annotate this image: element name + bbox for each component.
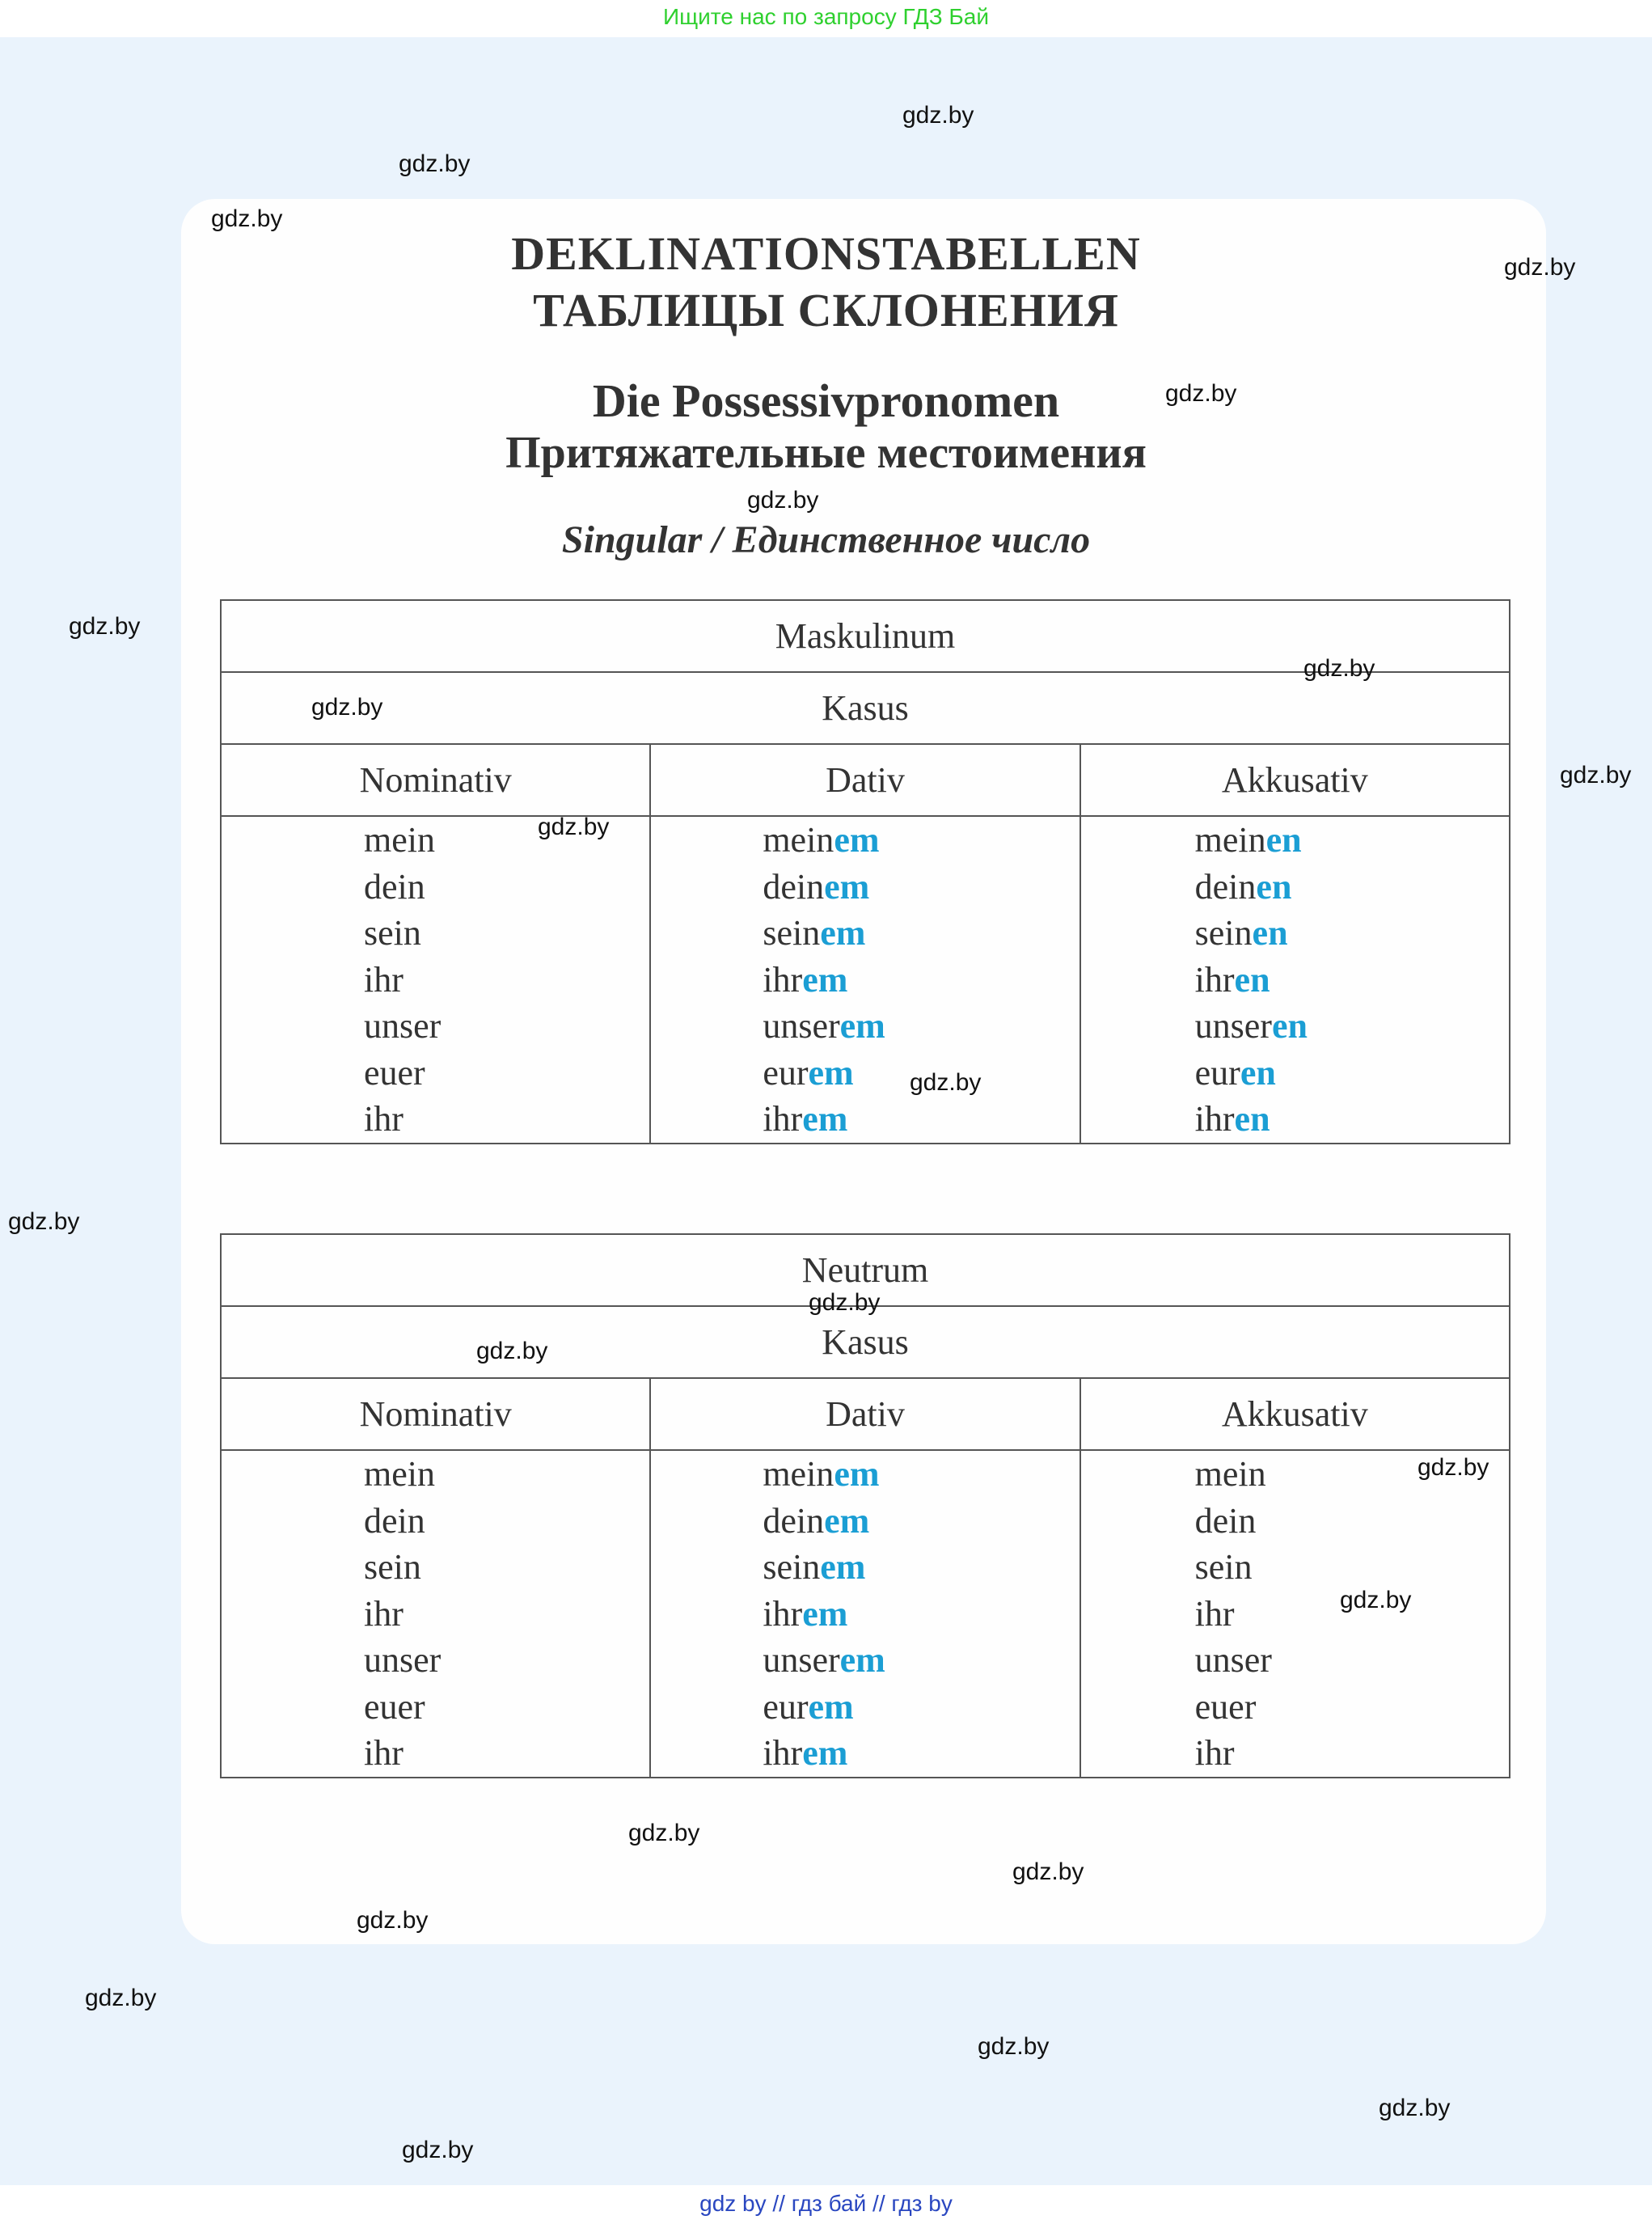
- word-form: [1195, 957, 1509, 1004]
- watermark: gdz.by: [628, 1820, 700, 1846]
- watermark: gdz.by: [978, 2033, 1050, 2060]
- word-stem: sein: [1194, 1547, 1253, 1587]
- column-header-nominativ: Nominativ: [221, 744, 650, 816]
- word-stem: mein: [763, 820, 834, 860]
- word-stem: eur: [1194, 1052, 1240, 1093]
- word-ending: en: [1256, 866, 1292, 907]
- watermark: gdz.by: [538, 814, 610, 840]
- column-header-dativ: Dativ: [650, 1378, 1080, 1450]
- watermark: gdz.by: [476, 1338, 548, 1364]
- gender-header: Neutrum: [221, 1234, 1510, 1306]
- word-stem: dein: [763, 1500, 825, 1541]
- column-header-akkusativ: Akkusativ: [1080, 744, 1510, 816]
- word-ending: em: [802, 1593, 848, 1634]
- word-form: [763, 1451, 1079, 1498]
- word-form: euer: [364, 1052, 425, 1093]
- word-form: [1195, 817, 1509, 864]
- word-form: ihr: [364, 1733, 403, 1773]
- word-form: sein: [364, 1547, 421, 1587]
- watermark: gdz.by: [357, 1907, 429, 1934]
- word-form: [1195, 1684, 1509, 1731]
- word-ending: en: [1252, 913, 1288, 953]
- top-banner-text[interactable]: Ищите нас по запросу ГДЗ Бай: [662, 4, 990, 29]
- word-form: unser: [364, 1640, 442, 1680]
- heading-line-4: Притяжательные местоимения: [505, 428, 1147, 478]
- word-form: [1195, 1498, 1509, 1545]
- word-form: [1195, 910, 1509, 957]
- word-form: [763, 864, 1079, 911]
- word-stem: unser: [1194, 1640, 1272, 1680]
- word-form: [763, 1591, 1079, 1638]
- kasus-header: Kasus: [221, 672, 1510, 744]
- word-list: [222, 817, 649, 1143]
- heading-line-5: Singular / Единственное число: [561, 518, 1091, 561]
- word-list: [651, 817, 1079, 1143]
- word-form: [763, 1003, 1079, 1050]
- word-form: sein: [364, 913, 421, 953]
- word-list: [651, 1451, 1079, 1777]
- dativ-cell: [650, 816, 1080, 1144]
- word-ending: em: [802, 1733, 848, 1773]
- word-stem: ihr: [763, 1593, 803, 1634]
- watermark: gdz.by: [902, 102, 974, 129]
- word-ending: em: [824, 1500, 870, 1541]
- word-stem: unser: [1194, 1006, 1272, 1046]
- heading-line-2: ТАБЛИЦЫ СКЛОНЕНИЯ: [533, 284, 1119, 336]
- word-ending: en: [1240, 1052, 1276, 1093]
- kasus-header: Kasus: [221, 1306, 1510, 1378]
- watermark: gdz.by: [1303, 655, 1375, 682]
- word-stem: ihr: [1194, 1593, 1235, 1634]
- word-stem: dein: [1194, 1500, 1257, 1541]
- watermark: gdz.by: [69, 613, 141, 640]
- word-form: [763, 1544, 1079, 1591]
- watermark: gdz.by: [8, 1208, 80, 1235]
- word-ending: em: [802, 959, 848, 1000]
- word-form: [763, 1684, 1079, 1731]
- word-form: mein: [364, 820, 435, 860]
- word-stem: ihr: [763, 1733, 803, 1773]
- word-stem: sein: [1194, 913, 1253, 953]
- word-ending: en: [1271, 1006, 1308, 1046]
- column-header-akkusativ: Akkusativ: [1080, 1378, 1510, 1450]
- word-stem: ihr: [1194, 1733, 1235, 1773]
- word-form: [763, 910, 1079, 957]
- word-form: [763, 817, 1079, 864]
- word-stem: ihr: [1194, 1099, 1235, 1139]
- word-ending: em: [820, 1547, 866, 1587]
- word-stem: ihr: [763, 1099, 803, 1139]
- watermark: gdz.by: [910, 1069, 982, 1096]
- nominativ-cell: [221, 816, 650, 1144]
- word-stem: ihr: [763, 959, 803, 1000]
- word-form: [1195, 1730, 1509, 1777]
- word-form: [1195, 1637, 1509, 1684]
- word-form: euer: [364, 1686, 425, 1727]
- akkusativ-cell: [1080, 816, 1510, 1144]
- footer[interactable]: [0, 2185, 1652, 2224]
- akkusativ-cell: [1080, 1450, 1510, 1778]
- watermark: gdz.by: [1504, 254, 1576, 281]
- word-stem: ihr: [1194, 959, 1235, 1000]
- word-form: [1195, 1003, 1509, 1050]
- word-ending: em: [834, 820, 880, 860]
- word-stem: dein: [763, 866, 825, 907]
- dativ-cell: [650, 1450, 1080, 1778]
- watermark: gdz.by: [747, 487, 819, 514]
- word-ending: en: [1234, 1099, 1270, 1139]
- watermark: gdz.by: [809, 1289, 881, 1316]
- word-form: [763, 1637, 1079, 1684]
- column-header-nominativ: Nominativ: [221, 1378, 650, 1450]
- watermark: gdz.by: [85, 1985, 157, 2011]
- word-stem: mein: [1194, 820, 1266, 860]
- watermark: gdz.by: [1165, 380, 1237, 407]
- word-stem: unser: [763, 1006, 840, 1046]
- word-stem: eur: [763, 1686, 809, 1727]
- word-list: [222, 1451, 649, 1777]
- word-ending: em: [808, 1052, 854, 1093]
- heading-line-1: DEKLINATIONSTABELLEN: [511, 227, 1141, 280]
- watermark: gdz.by: [399, 150, 471, 177]
- word-stem: mein: [763, 1454, 834, 1494]
- word-stem: sein: [763, 1547, 821, 1587]
- word-form: [763, 1096, 1079, 1143]
- watermark: gdz.by: [1560, 762, 1632, 789]
- word-list: [1081, 1451, 1509, 1777]
- watermark: gdz.by: [211, 205, 283, 232]
- word-ending: em: [802, 1099, 848, 1139]
- word-form: dein: [364, 1500, 425, 1541]
- word-ending: em: [820, 913, 866, 953]
- word-form: ihr: [364, 959, 403, 1000]
- word-form: [763, 1498, 1079, 1545]
- watermark: gdz.by: [1340, 1587, 1412, 1613]
- watermark: gdz.by: [1012, 1858, 1084, 1885]
- watermark: gdz.by: [311, 694, 383, 721]
- word-form: unser: [364, 1006, 442, 1046]
- word-stem: euer: [1194, 1686, 1257, 1727]
- word-ending: em: [824, 866, 870, 907]
- watermark: gdz.by: [1418, 1454, 1489, 1481]
- word-form: [1195, 1544, 1509, 1591]
- word-ending: em: [839, 1640, 885, 1680]
- gender-header: Maskulinum: [221, 600, 1510, 672]
- word-ending: en: [1234, 959, 1270, 1000]
- heading-line-3: Die Possessivpronomen: [592, 374, 1060, 427]
- word-form: ihr: [364, 1099, 403, 1139]
- word-form: [1195, 1050, 1509, 1097]
- word-form: [1195, 1096, 1509, 1143]
- word-stem: dein: [1194, 866, 1257, 907]
- word-form: [763, 957, 1079, 1004]
- top-banner[interactable]: [0, 0, 1652, 37]
- word-stem: sein: [763, 913, 821, 953]
- word-ending: en: [1265, 820, 1302, 860]
- word-ending: em: [834, 1454, 880, 1494]
- word-stem: eur: [763, 1052, 809, 1093]
- word-list: [1081, 817, 1509, 1143]
- word-form: [763, 1730, 1079, 1777]
- word-ending: em: [839, 1006, 885, 1046]
- column-header-dativ: Dativ: [650, 744, 1080, 816]
- word-stem: unser: [763, 1640, 840, 1680]
- word-form: mein: [364, 1454, 435, 1494]
- word-stem: mein: [1194, 1454, 1266, 1494]
- nominativ-cell: [221, 1450, 650, 1778]
- word-form: ihr: [364, 1593, 403, 1634]
- word-form: dein: [364, 866, 425, 907]
- watermark: gdz.by: [1379, 2095, 1451, 2121]
- footer-links[interactable]: gdz by // гдз бай // гдз by: [699, 2191, 953, 2216]
- word-form: [1195, 864, 1509, 911]
- watermark: gdz.by: [402, 2137, 474, 2163]
- word-ending: em: [808, 1686, 854, 1727]
